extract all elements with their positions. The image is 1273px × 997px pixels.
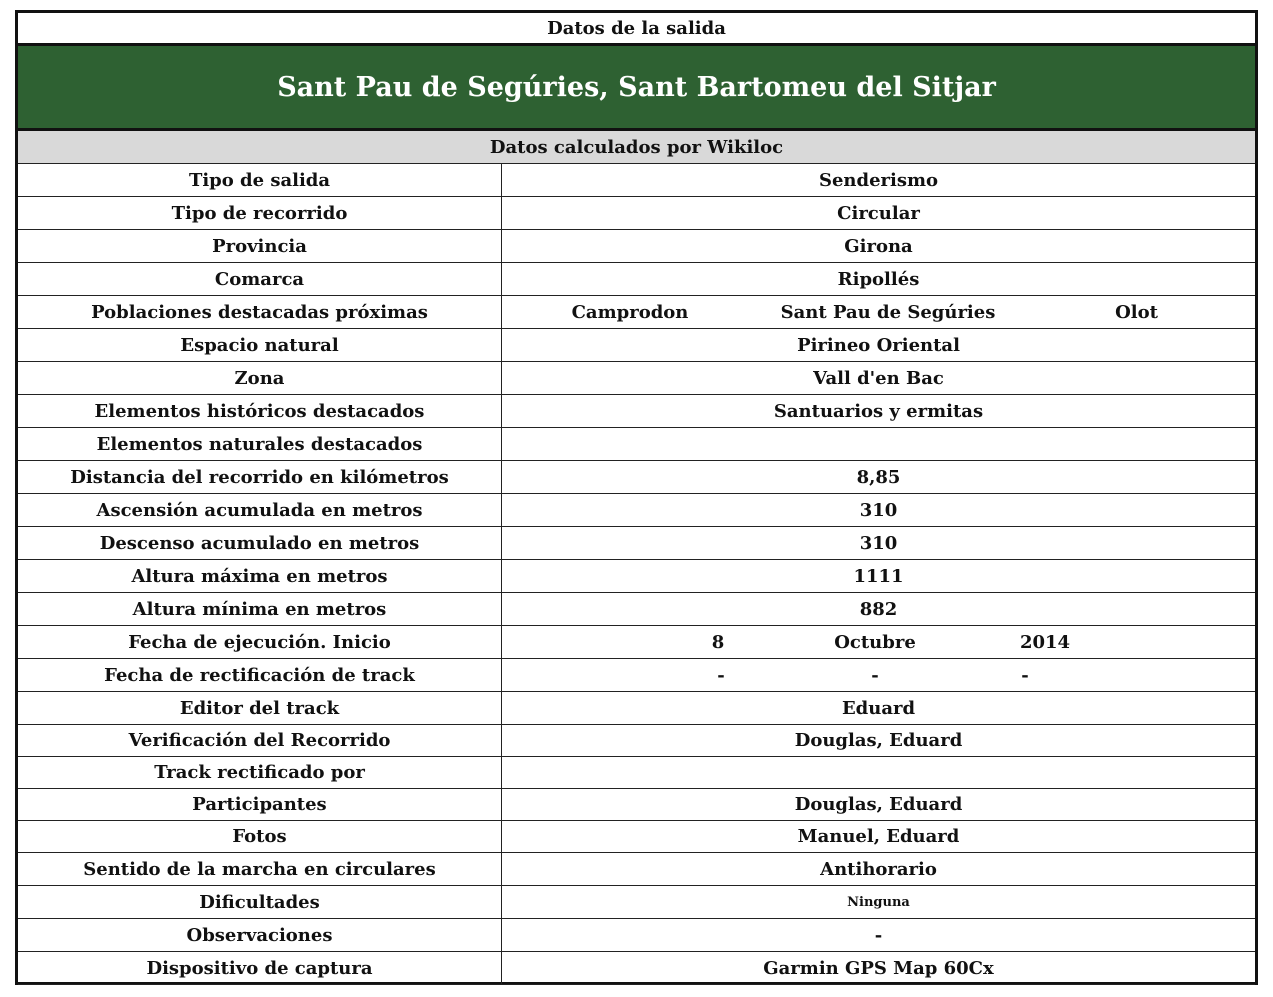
row-label: Fecha de ejecución. Inicio [18,626,502,658]
table-row [18,329,1255,362]
row-value: 882 [859,598,898,620]
row-label: Distancia del recorrido en kilómetros [18,461,502,493]
row-value: Ninguna [847,894,910,910]
row-value-part: Octubre [834,631,916,653]
route-data-sheet [15,10,1258,985]
table-row [18,197,1255,230]
table-row [18,919,1255,952]
row-value-part: - [717,664,725,686]
row-label: Zona [18,362,502,394]
table-row [18,626,1255,659]
row-label: Altura máxima en metros [18,560,502,592]
table-row [18,494,1255,527]
row-label: Fotos [18,821,502,852]
row-value: Douglas, Eduard [794,730,963,751]
row-value: Circular [837,202,920,224]
route-name-banner [18,46,1255,131]
row-value: - [874,924,883,946]
row-label: Dificultades [18,886,502,918]
row-label: Sentido de la marcha en circulares [18,853,502,885]
row-label: Tipo de salida [18,164,502,196]
row-value-part: Olot [1115,301,1158,323]
table-row [18,821,1255,853]
row-label: Observaciones [18,919,502,951]
table-row [18,886,1255,919]
row-value-part: 2014 [1019,631,1071,653]
table-row [18,263,1255,296]
table-row [18,395,1255,428]
table-row [18,362,1255,395]
table-row [18,692,1255,725]
row-value-part: - [1021,664,1029,686]
row-label: Espacio natural [18,329,502,361]
table-row [18,789,1255,821]
row-label: Fecha de rectificación de track [18,659,502,691]
row-label: Poblaciones destacadas próximas [18,296,502,328]
row-label: Verificación del Recorrido [18,725,502,756]
row-value-part: Camprodon [571,301,689,323]
row-label: Editor del track [18,692,502,724]
row-value [502,428,1255,460]
row-value: 310 [859,532,898,554]
sheet-title: Datos de la salida [547,17,726,39]
row-value: 1111 [853,565,904,587]
row-value: Pirineo Oriental [797,334,960,356]
row-label: Track rectificado por [18,757,502,788]
row-value-part: - [871,664,879,686]
row-value: Vall d'en Bac [813,367,944,389]
row-value: Santuarios y ermitas [773,400,984,422]
route-name: Sant Pau de Segúries, Sant Bartomeu del Sitjar [277,71,996,103]
table-row [18,853,1255,886]
row-value: Eduard [841,697,916,719]
section-header: Datos calculados por Wikiloc [489,136,784,158]
row-value-part: Sant Pau de Segúries [780,301,996,323]
row-label: Ascensión acumulada en metros [18,494,502,526]
row-label: Comarca [18,263,502,295]
row-label: Tipo de recorrido [18,197,502,229]
table-row [18,560,1255,593]
table-row [18,725,1255,757]
row-value [502,757,1255,788]
table-row [18,164,1255,197]
table-row [18,428,1255,461]
sheet-title-row [18,13,1255,46]
table-row [18,952,1255,985]
table-row [18,230,1255,263]
row-value: Girona [844,235,913,257]
table-row [18,296,1255,329]
row-label: Elementos naturales destacados [18,428,502,460]
table-row [18,461,1255,494]
row-label: Altura mínima en metros [18,593,502,625]
row-value: Manuel, Eduard [797,826,960,847]
row-label: Provincia [18,230,502,262]
row-value: Douglas, Eduard [794,794,963,815]
row-value: Antihorario [820,858,937,880]
row-value: Ripollés [837,268,920,290]
table-row [18,527,1255,560]
row-value: 310 [859,499,898,521]
table-row [18,757,1255,789]
table-row [18,659,1255,692]
row-value: 8,85 [856,466,901,488]
row-value: Garmin GPS Map 60Cx [763,957,994,979]
row-label: Elementos históricos destacados [18,395,502,427]
row-label: Dispositivo de captura [18,952,502,984]
table-row [18,593,1255,626]
section-header-row [18,131,1255,164]
row-value: Senderismo [818,169,939,191]
row-label: Descenso acumulado en metros [18,527,502,559]
row-value-part: 8 [711,631,725,653]
row-label: Participantes [18,789,502,820]
